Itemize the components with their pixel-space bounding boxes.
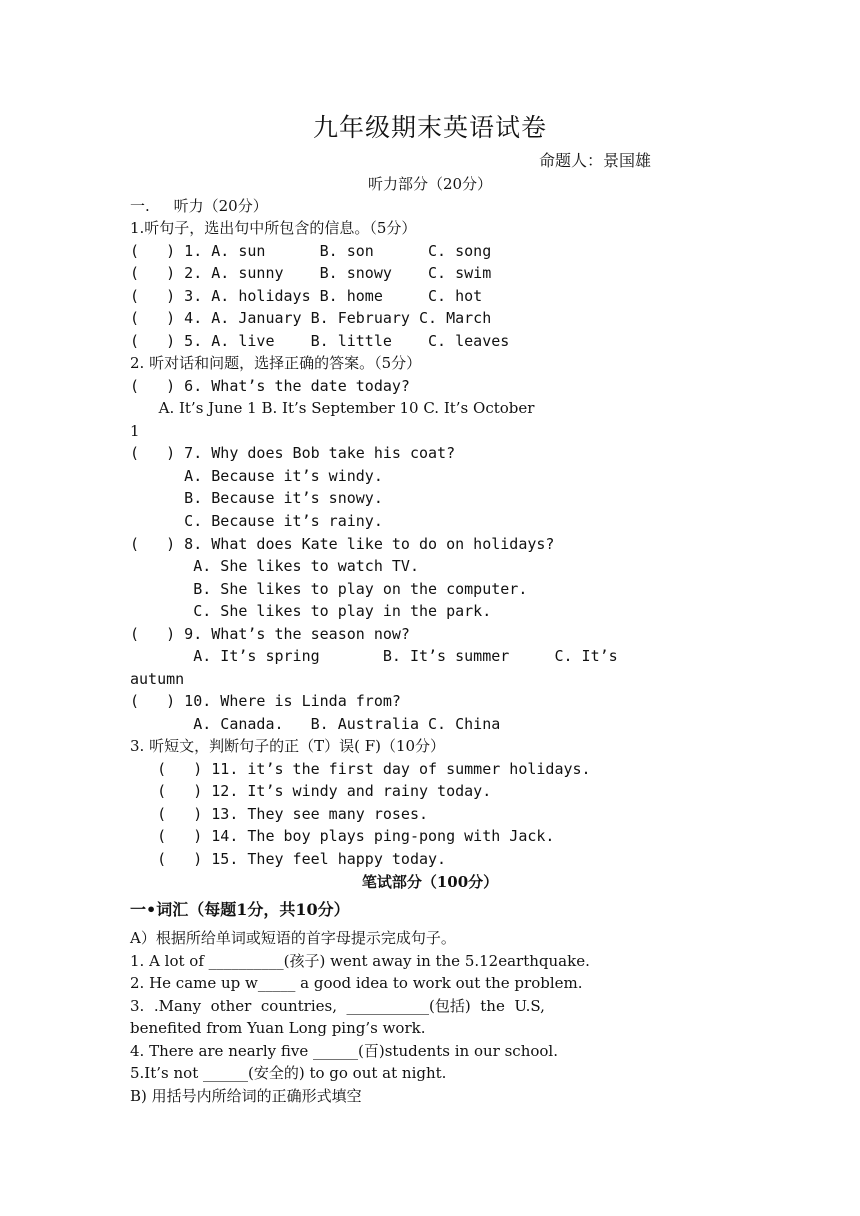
question-2: ( ) 2. A. sunny B. snowy C. swim — [130, 264, 492, 282]
question-15: ( ) 15. They feel happy today. — [130, 850, 447, 868]
question-7: ( ) 7. Why does Bob take his coat? — [130, 444, 456, 462]
vocab-item-5: 5.It’s not ______(安全的) to go out at night. — [130, 1064, 447, 1082]
question-13: ( ) 13. They see many roses. — [130, 805, 429, 823]
question-8: ( ) 8. What does Kate like to do on holidays? — [130, 535, 555, 553]
question-9-options-wrap: autumn — [130, 670, 185, 688]
question-5: ( ) 5. A. live B. little C. leaves — [130, 332, 510, 350]
question-12: ( ) 12. It’s windy and rainy today. — [130, 782, 492, 800]
question-14: ( ) 14. The boy plays ping-pong with Jack. — [130, 827, 555, 845]
question-4: ( ) 4. A. January B. February C. March — [130, 309, 492, 327]
part-a-instruction: A）根据所给单词或短语的首字母提示完成句子。 — [130, 929, 456, 947]
question-8-option-b: B. She likes to play on the computer. — [130, 580, 528, 598]
exam-title: 九年级期末英语试卷 — [312, 113, 547, 142]
listening-section-title: 一. 听力（20分） — [130, 197, 268, 215]
question-3: ( ) 3. A. holidays B. home C. hot — [130, 287, 483, 305]
written-heading: 笔试部分（100分） — [361, 873, 499, 891]
question-7-option-a: A. Because it’s windy. — [130, 467, 383, 485]
listening-heading: 听力部分（20分） — [367, 175, 493, 193]
question-7-option-b: B. Because it’s snowy. — [130, 489, 383, 507]
question-11: ( ) 11. it’s the first day of summer holidays. — [130, 760, 591, 778]
part2-instruction: 2. 听对话和问题，选择正确的答案。（5分） — [130, 354, 422, 372]
part1-instruction: 1.听句子，选出句中所包含的信息。（5分） — [130, 219, 417, 237]
question-10-options: A. Canada. B. Australia C. China — [130, 715, 501, 733]
question-8-option-c: C. She likes to play in the park. — [130, 602, 492, 620]
question-6: ( ) 6. What’s the date today? — [130, 377, 410, 395]
question-8-option-a: A. She likes to watch TV. — [130, 557, 419, 575]
question-6-options-wrap: 1 — [130, 422, 140, 440]
part-b-instruction: B) 用括号内所给词的正确形式填空 — [130, 1087, 362, 1105]
vocab-item-1: 1. A lot of __________(孩子) went away in the 5.12earthquake. — [130, 952, 590, 970]
vocab-item-3: 3. .Many other countries, ___________(包括) the U.S, — [130, 997, 545, 1015]
vocab-item-2: 2. He came up w_____ a good idea to work out the problem. — [130, 974, 583, 992]
vocab-item-4: 4. There are nearly five ______(百)students in our school. — [130, 1042, 558, 1060]
question-10: ( ) 10. Where is Linda from? — [130, 692, 401, 710]
author-line: 命题人：景国雄 — [539, 151, 652, 170]
question-6-options: A. It’s June 1 B. It’s September 10 C. It’s October — [130, 399, 535, 417]
question-7-option-c: C. Because it’s rainy. — [130, 512, 383, 530]
vocab-section-title: 一•词汇（每题1分，共10分） — [130, 900, 350, 919]
question-1: ( ) 1. A. sun B. son C. song — [130, 242, 492, 260]
vocab-item-3-wrap: benefited from Yuan Long ping’s work. — [130, 1019, 426, 1037]
question-9-options: A. It’s spring B. It’s summer C. It’s — [130, 647, 618, 665]
question-9: ( ) 9. What’s the season now? — [130, 625, 410, 643]
part3-instruction: 3. 听短文，判断句子的正（T）误( F)（10分） — [130, 737, 446, 755]
